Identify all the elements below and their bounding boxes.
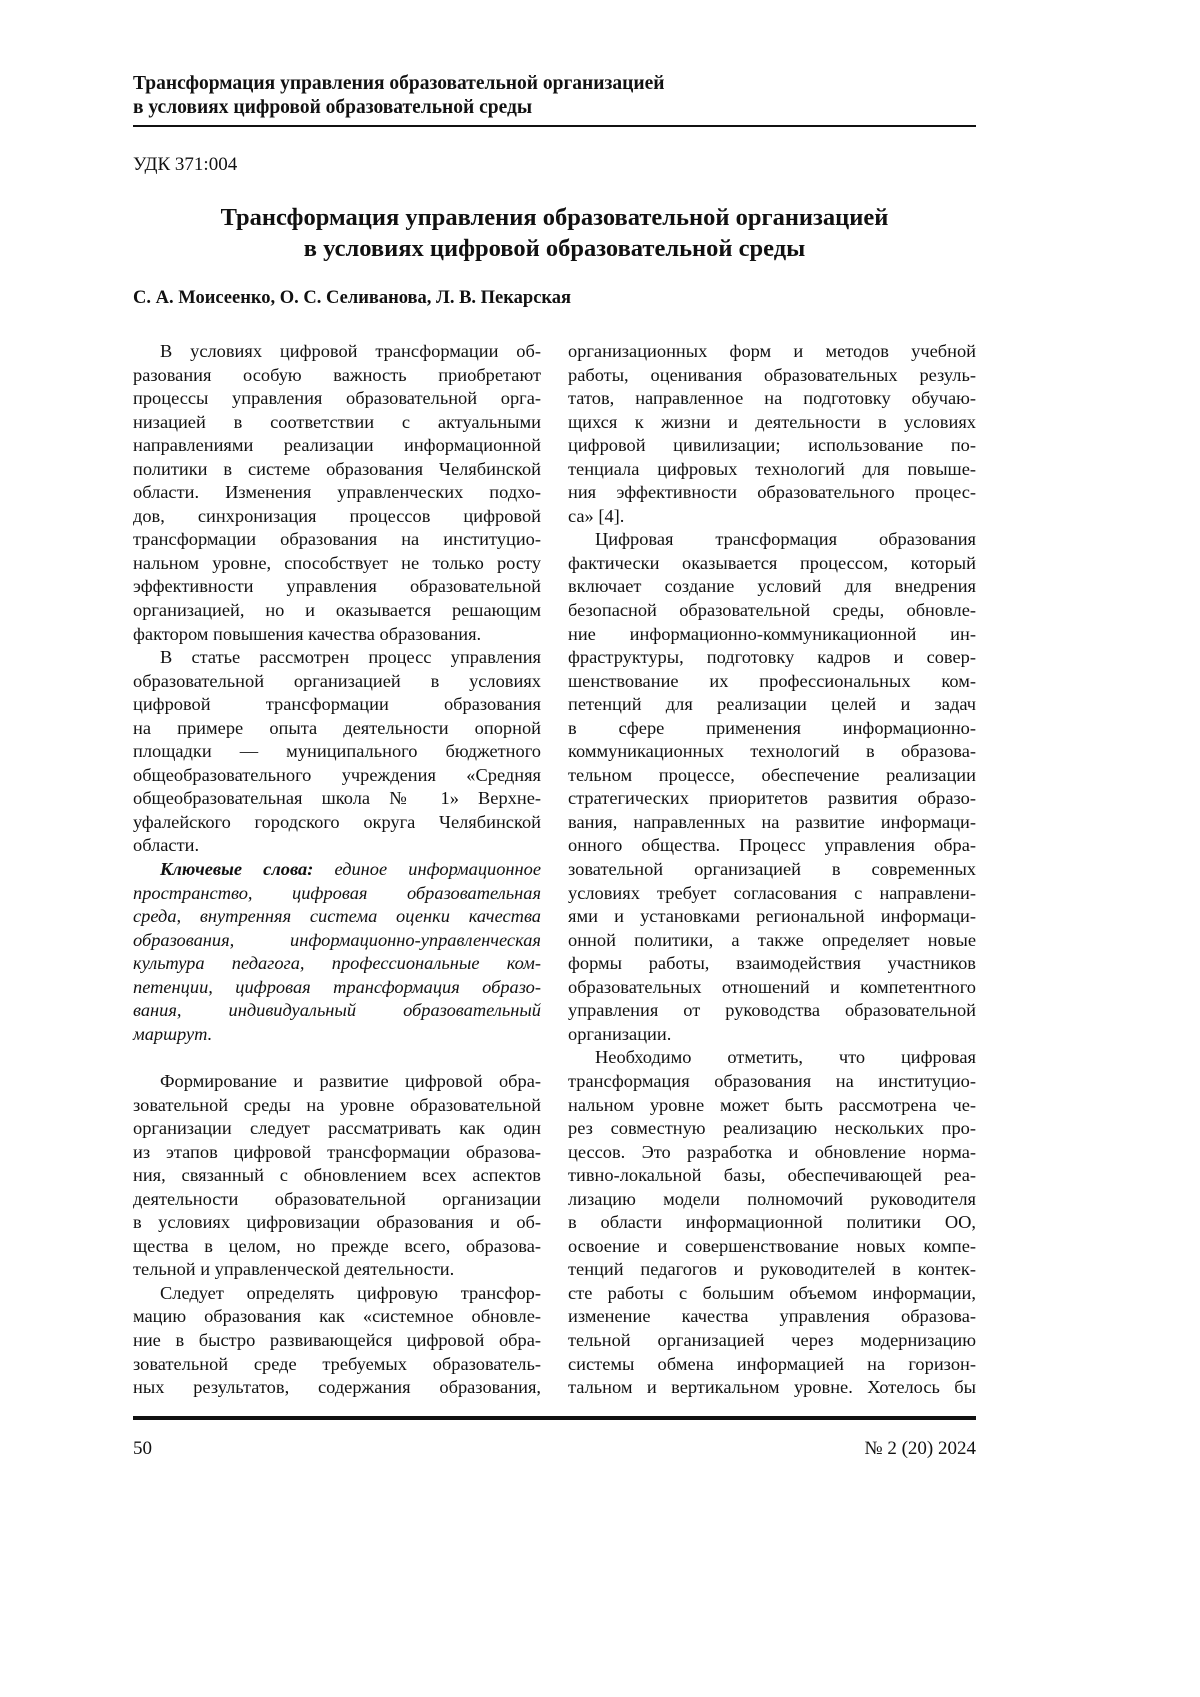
- text-line: ями и установками региональной информаци-: [568, 905, 976, 929]
- text-line: деятельности образовательной организации: [133, 1188, 541, 1212]
- text-line: на примере опыта деятельности опорной: [133, 717, 541, 741]
- text-line: образовательной организацией в условиях: [133, 670, 541, 694]
- keywords-label: Ключевые слова:: [160, 859, 313, 879]
- text-line: тенциала цифровых технологий для повыше-: [568, 458, 976, 482]
- text-line: низацией в соответствии с актуальными: [133, 411, 541, 435]
- text-line: организацией, но и оказывается решающим: [133, 599, 541, 623]
- text-line: зовательной организацией в современных: [568, 858, 976, 882]
- text-line: изменение качества управления образова-: [568, 1305, 976, 1329]
- text-line: тельной и управленческой деятельности.: [133, 1258, 541, 1282]
- text-line: тельной организацией через модернизацию: [568, 1329, 976, 1353]
- text-line: вания, индивидуальный образовательный: [133, 999, 541, 1023]
- text-line: петенции, цифровая трансформация образо-: [133, 976, 541, 1000]
- text-line: цифровой трансформации образования: [133, 693, 541, 717]
- text-line: в сфере применения информационно-: [568, 717, 976, 741]
- text-line: среда, внутренняя система оценки качества: [133, 905, 541, 929]
- text-line: щества в целом, но прежде всего, образова-: [133, 1235, 541, 1259]
- udk-code: УДК 371:004: [133, 154, 237, 176]
- text-line: фактором повышения качества образования.: [133, 623, 541, 647]
- left-column: [133, 340, 541, 1400]
- text-line: организационных форм и методов учебной: [568, 340, 976, 364]
- text-line: формы работы, взаимодействия участников: [568, 952, 976, 976]
- text-line: ния, связанный с обновлением всех аспектов: [133, 1164, 541, 1188]
- header-rule: [133, 125, 976, 127]
- paragraph: [568, 1046, 976, 1399]
- paragraph: [133, 646, 541, 858]
- paragraph: [568, 528, 976, 1046]
- footer-rule: [133, 1416, 976, 1420]
- article-title: [133, 202, 976, 264]
- text-line: зовательной среды на уровне образовательной: [133, 1094, 541, 1118]
- text-line: процессы управления образовательной орга-: [133, 387, 541, 411]
- text-line: онной политики, а также определяет новые: [568, 929, 976, 953]
- text-line: коммуникационных технологий в образова-: [568, 740, 976, 764]
- text-line: в условиях цифровизации образования и об-: [133, 1211, 541, 1235]
- text-line: тальном и вертикальном уровне. Хотелось бы: [568, 1376, 976, 1400]
- text-line: ние в быстро развивающейся цифровой обра-: [133, 1329, 541, 1353]
- paragraph-gap: [133, 1046, 541, 1070]
- text-line: области.: [133, 834, 541, 858]
- paragraph: [568, 340, 976, 528]
- text-line: тенций педагогов и руководителей в контек-: [568, 1258, 976, 1282]
- text-line: сте работы с большим объемом информации,: [568, 1282, 976, 1306]
- text-line: уфалейского городского округа Челябинской: [133, 811, 541, 835]
- text-line: трансформация образования на институцио-: [568, 1070, 976, 1094]
- issue-number: № 2 (20) 2024: [864, 1438, 976, 1460]
- text-line: В условиях цифровой трансформации об-: [133, 340, 541, 364]
- text-line: площадки — муниципального бюджетного: [133, 740, 541, 764]
- text-line: ния эффективности образовательного процес-: [568, 481, 976, 505]
- text-line: пространство, цифровая образовательная: [133, 882, 541, 906]
- text-line: общеобразовательного учреждения «Средняя: [133, 764, 541, 788]
- text-line: цифровой цивилизации; использование по-: [568, 434, 976, 458]
- text-line: Следует определять цифровую трансфор-: [133, 1282, 541, 1306]
- text-line: петенций для реализации целей и задач: [568, 693, 976, 717]
- text-line: Цифровая трансформация образования: [568, 528, 976, 552]
- keywords-paragraph: [133, 858, 541, 1046]
- text-line: лизацию модели полномочий руководителя: [568, 1188, 976, 1212]
- keywords-text: единое информационное: [313, 859, 541, 879]
- text-line: освоение и совершенствование новых компе-: [568, 1235, 976, 1259]
- text-line: образовательных отношений и компетентного: [568, 976, 976, 1000]
- text-line: шенствование их профессиональных ком-: [568, 670, 976, 694]
- text-line: управления от руководства образовательной: [568, 999, 976, 1023]
- text-line: организации.: [568, 1023, 976, 1047]
- text-line: Формирование и развитие цифровой обра-: [133, 1070, 541, 1094]
- page-number: 50: [133, 1438, 152, 1460]
- text-line: включает создание условий для внедрения: [568, 575, 976, 599]
- text-line: организации следует рассматривать как один: [133, 1117, 541, 1141]
- text-line: трансформации образования на институцио-: [133, 528, 541, 552]
- text-line: Необходимо отметить, что цифровая: [568, 1046, 976, 1070]
- text-line: в области информационной политики ОО,: [568, 1211, 976, 1235]
- text-line: из этапов цифровой трансформации образова-: [133, 1141, 541, 1165]
- text-line: культура педагога, профессиональные ком-: [133, 952, 541, 976]
- text-line: стратегических приоритетов развития образо-: [568, 787, 976, 811]
- text-line: тельном процессе, обеспечение реализации: [568, 764, 976, 788]
- text-line: са» [4].: [568, 505, 976, 529]
- text-line: тивно-локальной базы, обеспечивающей реа-: [568, 1164, 976, 1188]
- running-header-line: Трансформация управления образовательной организацией: [133, 72, 664, 96]
- text-line: зовательной среде требуемых образователь-: [133, 1353, 541, 1377]
- authors: С. А. Моисеенко, О. С. Селиванова, Л. В. Пекарская: [133, 288, 571, 309]
- title-line: Трансформация управления образовательной организацией: [133, 202, 976, 233]
- text-line: работы, оценивания образовательных резуль-: [568, 364, 976, 388]
- text-line: системы обмена информацией на горизон-: [568, 1353, 976, 1377]
- text-line: эффективности управления образовательной: [133, 575, 541, 599]
- text-line: нальном уровне может быть рассмотрена че-: [568, 1094, 976, 1118]
- text-line: фактически оказывается процессом, который: [568, 552, 976, 576]
- text-line: ние информационно-коммуникационной ин-: [568, 623, 976, 647]
- text-line: татов, направленное на подготовку обучаю-: [568, 387, 976, 411]
- text-line: общеобразовательная школа № 1» Верхне-: [133, 787, 541, 811]
- text-line: цессов. Это разработка и обновление норма-: [568, 1141, 976, 1165]
- paragraph: [133, 340, 541, 646]
- text-line: В статье рассмотрен процесс управления: [133, 646, 541, 670]
- text-line: области. Изменения управленческих подхо-: [133, 481, 541, 505]
- text-line: разования особую важность приобретают: [133, 364, 541, 388]
- text-line: онного общества. Процесс управления обра-: [568, 834, 976, 858]
- right-column: [568, 340, 976, 1400]
- text-line: направлениями реализации информационной: [133, 434, 541, 458]
- running-header-line: в условиях цифровой образовательной среды: [133, 96, 664, 120]
- text-line: условиях требует согласования с направлени-: [568, 882, 976, 906]
- text-line: маршрут.: [133, 1023, 541, 1047]
- title-line: в условиях цифровой образовательной среды: [133, 233, 976, 264]
- text-line: дов, синхронизация процессов цифровой: [133, 505, 541, 529]
- paragraph: [133, 1282, 541, 1400]
- text-line: образования, информационно-управленческая: [133, 929, 541, 953]
- text-line: нальном уровне, способствует не только росту: [133, 552, 541, 576]
- running-header: [133, 72, 664, 120]
- text-line: мацию образования как «системное обновле-: [133, 1305, 541, 1329]
- text-line: [133, 858, 541, 882]
- text-line: щихся к жизни и деятельности в условиях: [568, 411, 976, 435]
- text-line: фраструктуры, подготовку кадров и совер-: [568, 646, 976, 670]
- text-line: безопасной образовательной среды, обновле-: [568, 599, 976, 623]
- text-line: политики в системе образования Челябинской: [133, 458, 541, 482]
- paragraph: [133, 1070, 541, 1282]
- text-line: рез совместную реализацию нескольких про-: [568, 1117, 976, 1141]
- text-line: вания, направленных на развитие информаци-: [568, 811, 976, 835]
- text-line: ных результатов, содержания образования,: [133, 1376, 541, 1400]
